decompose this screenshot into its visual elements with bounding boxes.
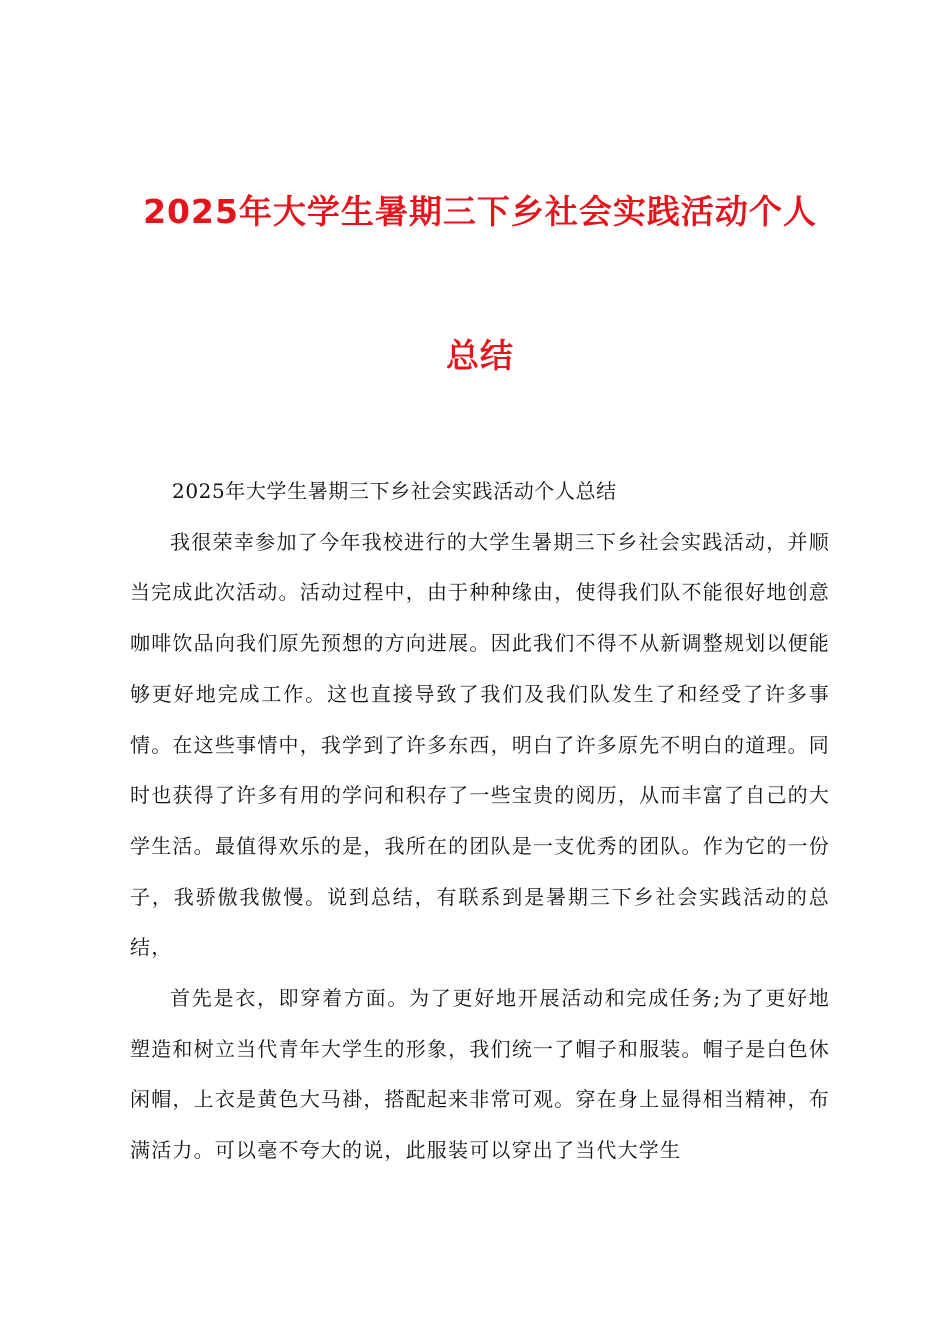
document-title-line-2: 总结 — [446, 336, 514, 375]
document-subtitle: 2025年大学生暑期三下乡社会实践活动个人总结 — [172, 479, 617, 503]
paragraph-intro: 我很荣幸参加了今年我校进行的大学生暑期三下乡社会实践活动，并顺当完成此次活动。活动过程中，由于种种缘由，使得我们队不能很好地创意咖啡饮品向我们原先预想的方向进展。因此我们不得不从新调整规划以便能够更好地完成工作。这也直接导致了我们及我们队发生了和经受了许多事情。在这些事情中，我学到了许多东西，明白了许多原先不明白的道理。同时也获得了许多有用的学问和积存了一些宝贵的阅历，从而丰富了自己的大学生活。最值得欢乐的是，我所在的团队是一支优秀的团队。作为它的一份子，我骄傲我傲慢。说到总结，有联系到是暑期三下乡社会实践活动的总结， — [130, 529, 830, 960]
document-body — [130, 466, 830, 1176]
paragraph-clothing: 首先是衣，即穿着方面。为了更好地开展活动和完成任务;为了更好地塑造和树立当代青年大学生的形象，我们统一了帽子和服装。帽子是白色休闲帽，上衣是黄色大马褂，搭配起来非常可观。穿在身上显得相当精神，布满活力。可以毫不夸大的说，此服装可以穿出了当代大学生 — [130, 986, 830, 1163]
document-title-line-1: 2025年大学生暑期三下乡社会实践活动个人 — [143, 192, 817, 231]
